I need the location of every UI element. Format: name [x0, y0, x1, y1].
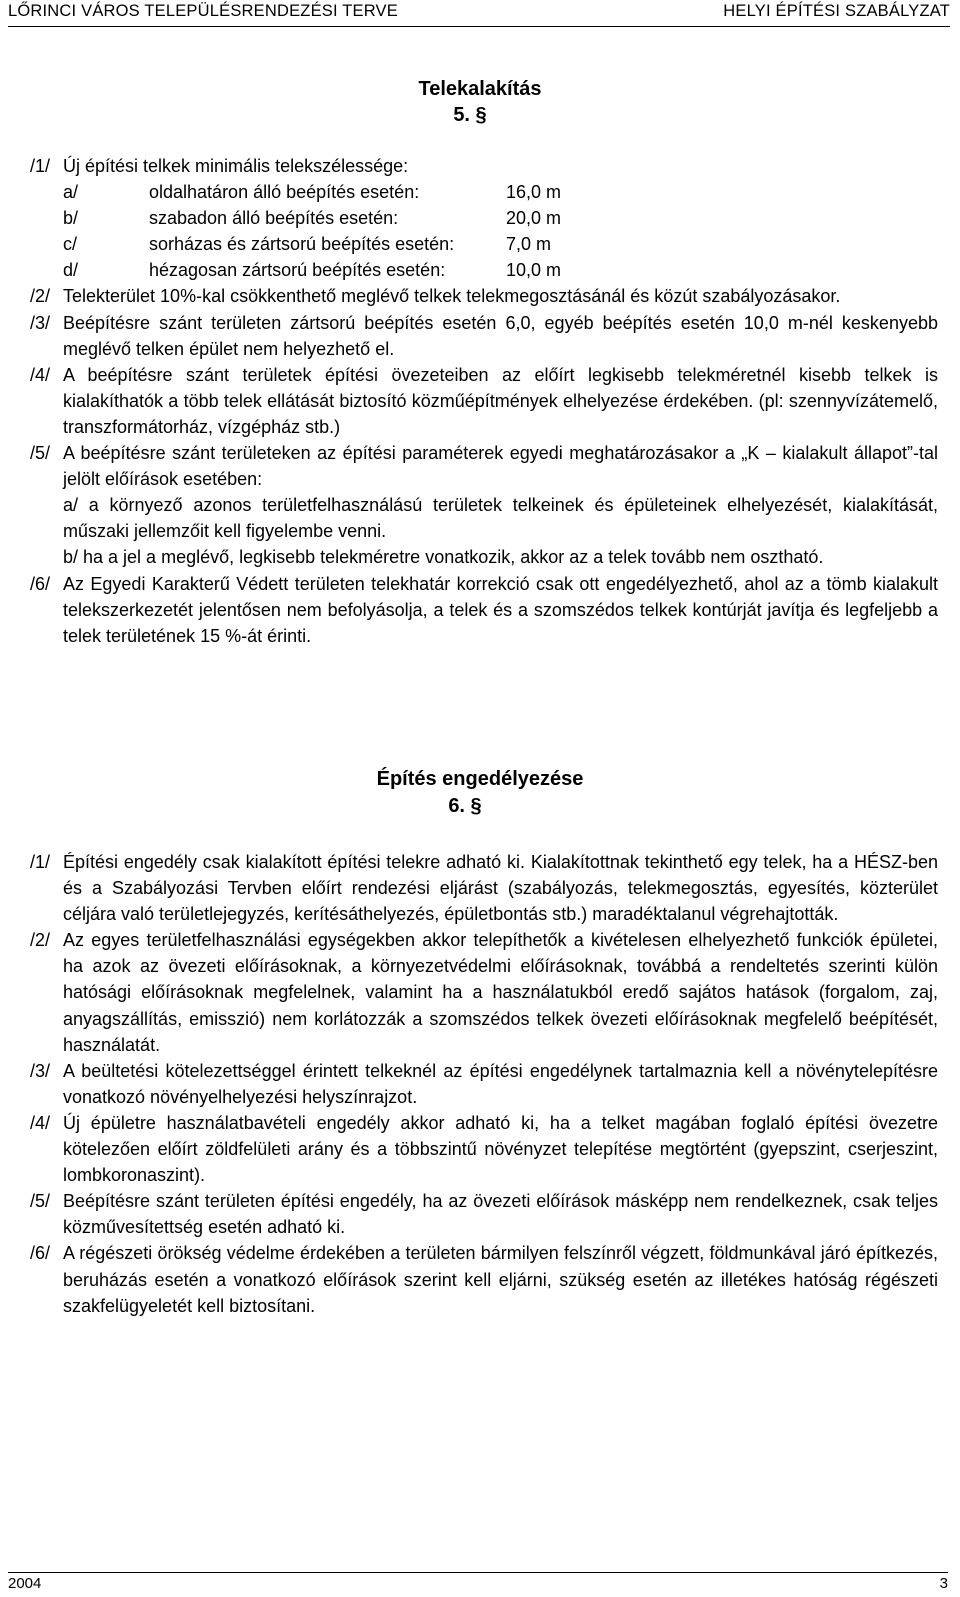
- paragraph-text: Beépítésre szánt területen zártsorú beépítés esetén 6,0, egyéb beépítés esetén 10,0 m-nél keskenyebb meglévő telken épület nem helyezhető el.: [63, 312, 938, 359]
- section-body: [30, 849, 938, 1319]
- section-heading: Telekalakítás: [418, 78, 542, 100]
- list-item-value: 16,0 m: [506, 182, 562, 203]
- paragraph-number: /6/: [30, 1243, 51, 1264]
- section-number: 5. §: [453, 104, 487, 126]
- header-section-title: HELYI ÉPÍTÉSI SZABÁLYZAT: [723, 2, 950, 20]
- paragraph: [30, 1110, 938, 1188]
- paragraph: [30, 571, 938, 649]
- paragraph: [30, 283, 938, 309]
- list-item: [63, 231, 938, 257]
- paragraph-text: Telekterület 10%-kal csökkenthető meglévő telkek telekmegosztásánál és közút szabályozásakor.: [63, 286, 841, 307]
- page-header: [8, 2, 950, 27]
- list-item: [63, 205, 938, 231]
- header-document-title: LŐRINCI VÁROS TELEPÜLÉSRENDEZÉSI TERVE: [8, 2, 398, 20]
- paragraph-number: /5/: [30, 443, 51, 464]
- paragraph-number: /2/: [30, 930, 51, 951]
- paragraph-text: Az egyes területfelhasználási egységekben akkor telepíthetők a kivételesen elhelyezhető funkciók épületei, ha azok az övezeti előírásoknak, a környezetvédelmi előírásoknak, továbbá a rendeltetés szerinti külön hatósági előírásoknak megfelelnek, valamint ha a használatukból eredő sajátos hatások (forgalom, zaj, anyagszállítás, emisszió) nem korlátozzák a szomszédos telkek övezeti előírásoknak megfelelő beépítését, használatát.: [63, 930, 938, 1055]
- paragraph-number: /2/: [30, 286, 51, 307]
- paragraph: [30, 310, 938, 362]
- paragraph: [30, 362, 938, 440]
- paragraph-number: /5/: [30, 1191, 51, 1212]
- paragraph-number: /4/: [30, 1112, 51, 1133]
- paragraph-number: /6/: [30, 573, 51, 594]
- section-number: 6. §: [448, 795, 482, 817]
- width-list: [30, 179, 938, 283]
- section-body: [30, 153, 938, 649]
- paragraph: [30, 849, 938, 927]
- paragraph-text: A régészeti örökség védelme érdekében a területen bármilyen felszínről végzett, földmunkával járó építkezés, beruházás esetén a vonatkozó előírások szerint kell eljárni, szükség esetén az illetékes hatóság régészeti szakfelügyeletét kell biztosítani.: [63, 1243, 938, 1316]
- page-number: 3: [939, 1575, 948, 1592]
- paragraph-number: /1/: [30, 156, 51, 176]
- list-item-desc: hézagosan zártsorú beépítés esetén:: [149, 260, 446, 281]
- list-item: [63, 257, 938, 283]
- paragraph-subitem-a: a/ a környező azonos területfelhasználású területek telkeinek és épületeinek elhelyezését, kialakítását, műszaki jellemzőit kell figyelembe venni.: [63, 495, 938, 542]
- paragraph-subitem-b: b/ ha a jel a meglévő, legkisebb telekméretre vonatkozik, akkor az a telek tovább nem osztható.: [63, 547, 824, 568]
- paragraph-text: Beépítésre szánt területen építési engedély, ha az övezeti előírások másképp nem rendelkeznek, csak teljes közművesítettség esetén adható ki.: [63, 1191, 938, 1238]
- list-item-desc: sorházas és zártsorú beépítés esetén:: [149, 234, 455, 255]
- paragraph: [30, 1188, 938, 1240]
- paragraph: [30, 1058, 938, 1110]
- paragraph-text: A beépítésre szánt területek építési övezeteiben az előírt legkisebb telekméretnél kisebb telkek is kialakíthatók a több telek ellátását biztosító közműépítmények elhelyezése érdekében. (pl: szennyvízátemelő, transzformátorház, vízgépház stb.): [63, 364, 938, 437]
- list-item-value: 7,0 m: [506, 234, 552, 255]
- paragraph: [30, 153, 938, 179]
- paragraph: [30, 1240, 938, 1318]
- paragraph-text: A beültetési kötelezettséggel érintett telkeknél az építési engedélynek tartalmaznia kell a növénytelepítésre vonatkozó növényelhelyezési helyszínrajzot.: [63, 1060, 938, 1107]
- list-item-value: 10,0 m: [506, 260, 562, 281]
- footer-year: 2004: [8, 1575, 42, 1592]
- paragraph: [30, 440, 938, 570]
- list-item-label: a/: [63, 182, 79, 203]
- paragraph-text: Az Egyedi Karakterű Védett területen telekhatár korrekció csak ott engedélyezhető, ahol az a tömb kialakult telekszerkezetét jelentősen nem befolyásolja, a telek és a szomszédos telkek kontúrját javítja és legfeljebb a telek területének 15 %-át érinti.: [63, 573, 938, 646]
- list-item-desc: oldalhatáron álló beépítés esetén:: [149, 182, 420, 203]
- paragraph-text: Építési engedély csak kialakított építési telekre adható ki. Kialakítottnak tekinthető egy telek, ha a HÉSZ-ben és a Szabályozási Tervben előírt rendezési eljárást (szabályozás, telekmegosztás, egyesítés, közterület céljára való területlejegyzés, kerítésáthelyezés, épületbontás stb.) maradéktalanul végrehajtották.: [63, 852, 938, 925]
- paragraph-number: /3/: [30, 1060, 51, 1081]
- list-item-label: c/: [63, 234, 78, 255]
- paragraph-number: /4/: [30, 364, 51, 385]
- paragraph: [30, 927, 938, 1057]
- section-heading: Építés engedélyezése: [376, 768, 584, 790]
- paragraph-number: /1/: [30, 852, 51, 872]
- paragraph-text: A beépítésre szánt területeken az építési paraméterek egyedi meghatározásakor a „K – kialakult állapot”-tal jelölt előírások esetében:: [63, 443, 938, 490]
- paragraph-text: Új építési telkek minimális telekszélessége:: [63, 156, 409, 176]
- list-item: [63, 179, 938, 205]
- paragraph-number: /3/: [30, 312, 51, 333]
- page-footer: [8, 1572, 948, 1595]
- list-item-label: b/: [63, 208, 79, 229]
- paragraph-text: Új épületre használatbavételi engedély akkor adható ki, ha a telket magában foglaló építési övezetre kötelezően előírt zöldfelületi arány és a többszintű növényzet telepítése megtörtént (gyepszint, cserjeszint, lombkoronaszint).: [63, 1112, 938, 1186]
- list-item-desc: szabadon álló beépítés esetén:: [149, 208, 399, 229]
- list-item-value: 20,0 m: [506, 208, 562, 229]
- list-item-label: d/: [63, 260, 79, 281]
